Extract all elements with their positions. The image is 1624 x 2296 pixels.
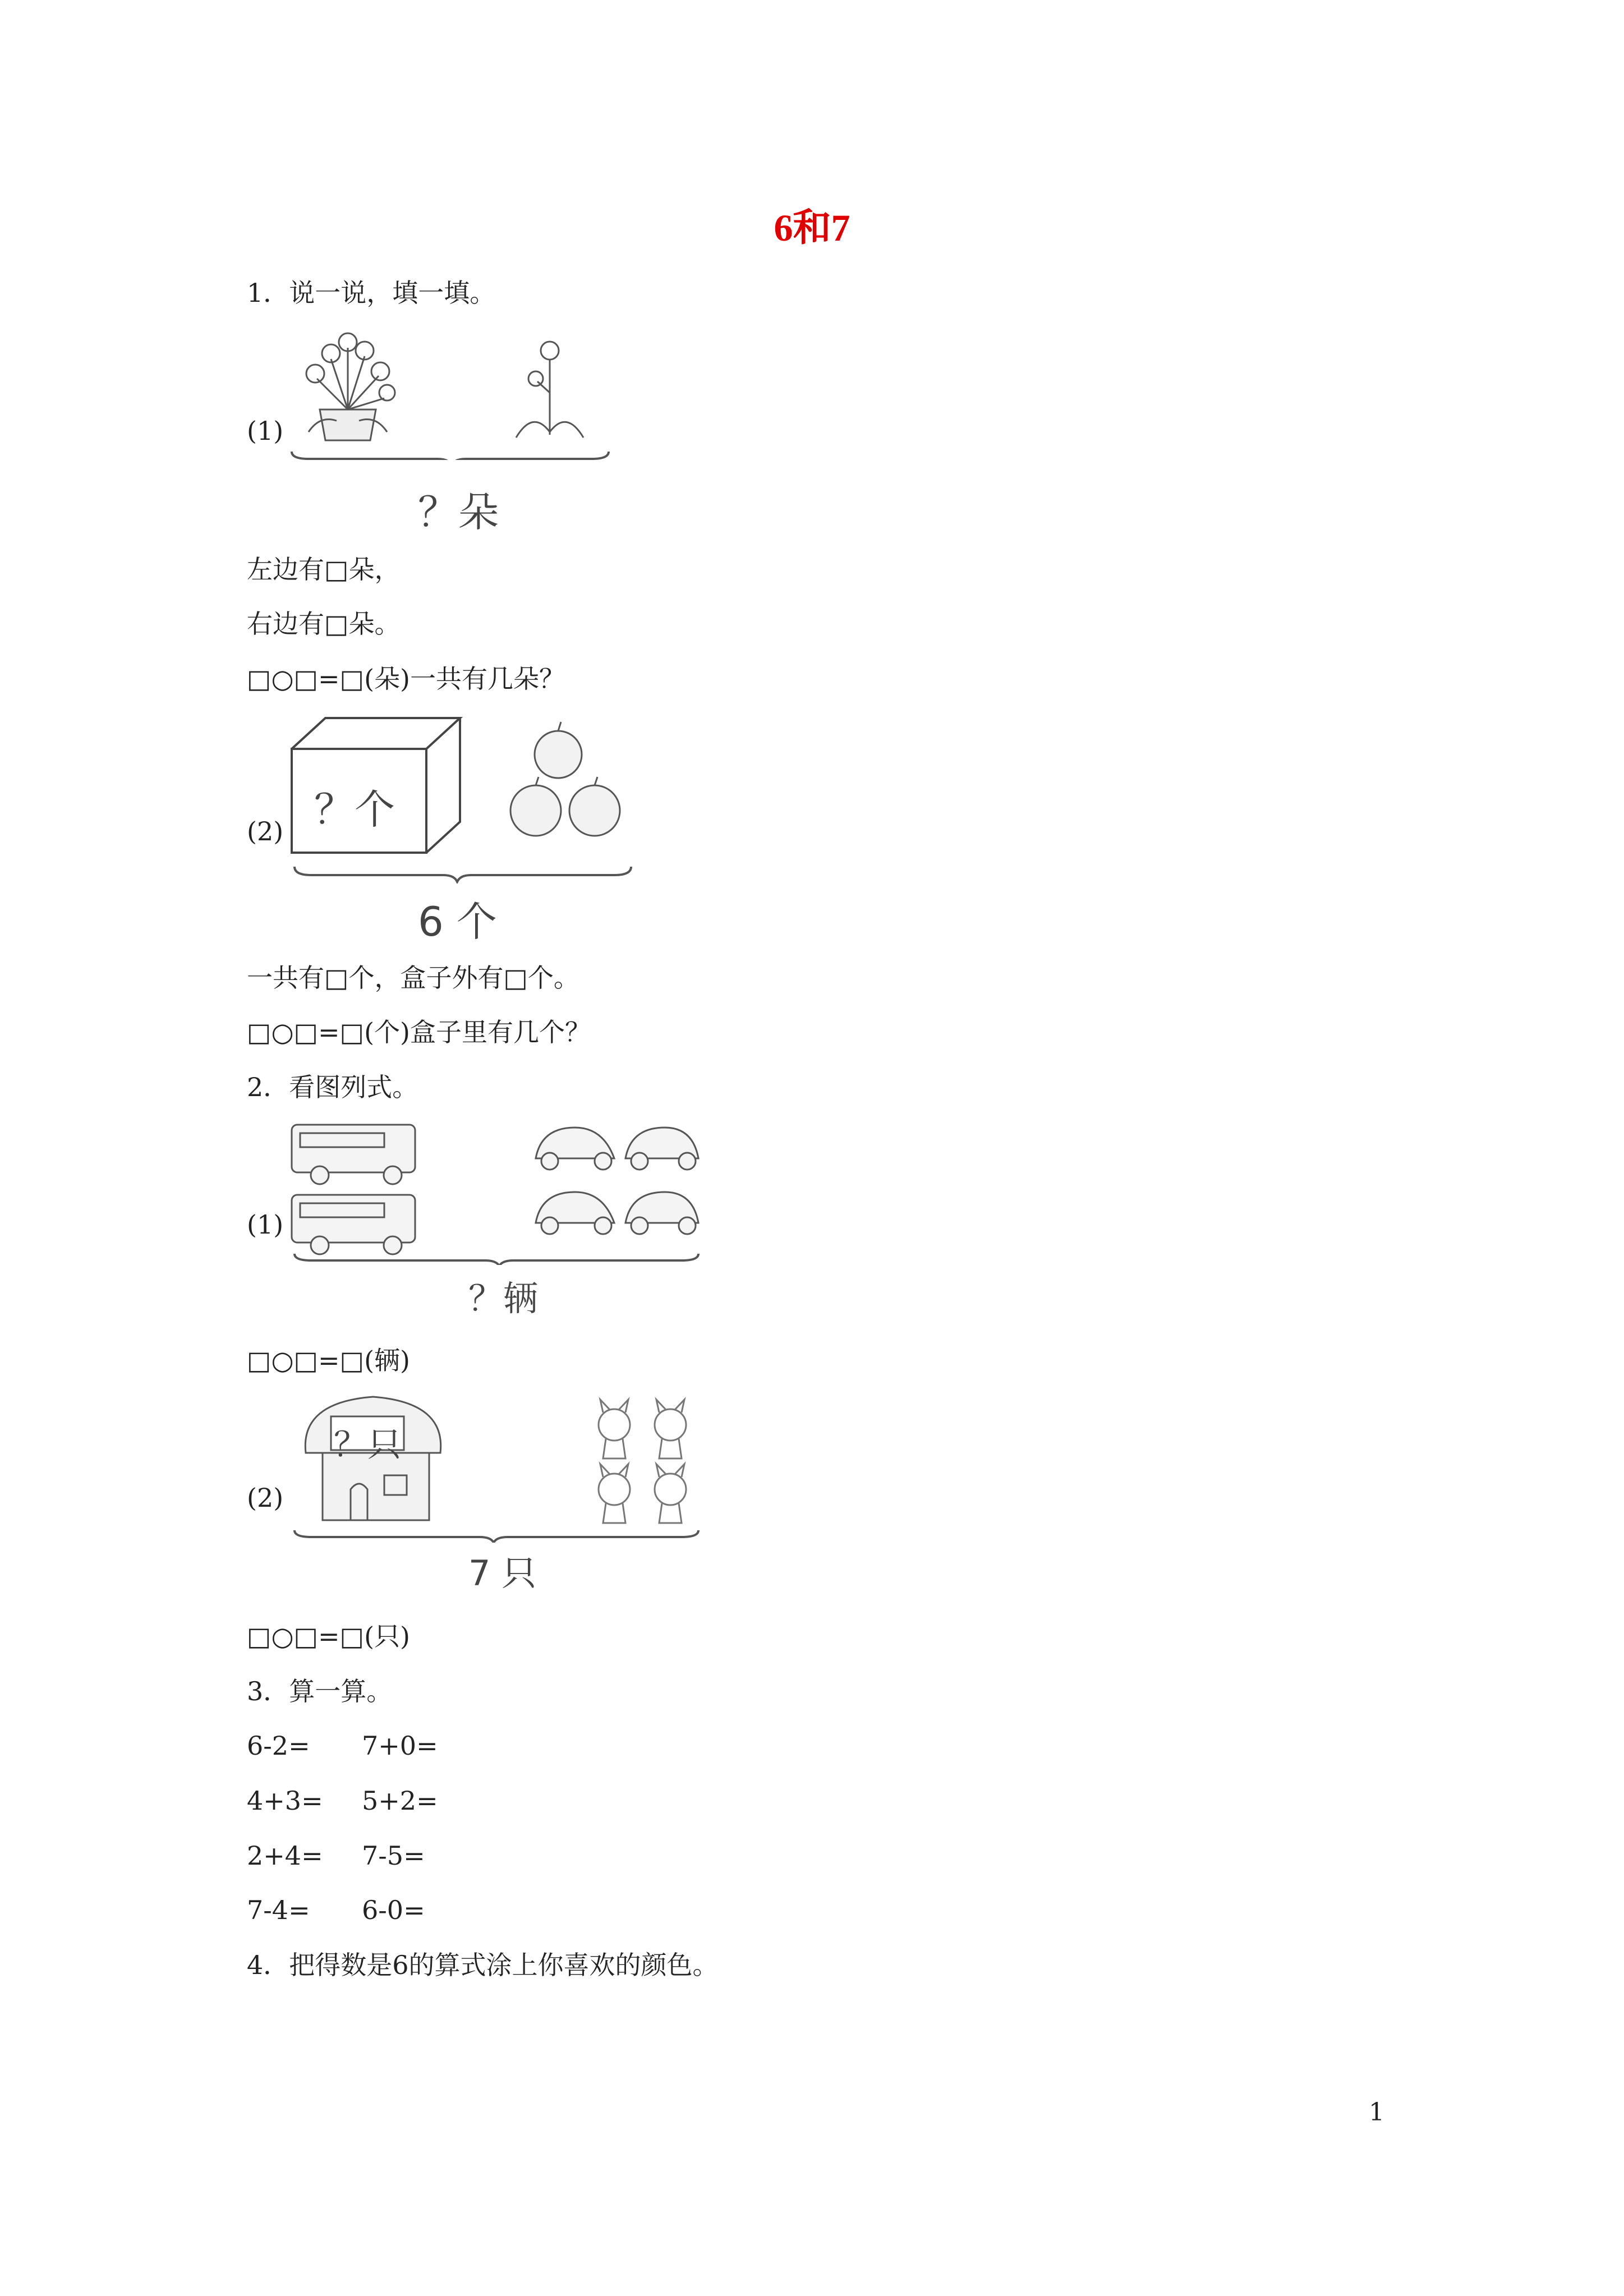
q2-p1-brace-label: ？辆	[468, 1278, 539, 1319]
cat-image	[599, 1464, 630, 1523]
page-number: 1	[1369, 2098, 1384, 2127]
car-image	[536, 1192, 614, 1234]
q3-expr: 6-0=	[362, 1895, 425, 1925]
car-image	[625, 1192, 698, 1234]
cat-image	[655, 1400, 686, 1458]
q2-heading: 2．看图列式。	[247, 1072, 418, 1102]
car-image	[536, 1128, 614, 1170]
page-title: 6和7	[774, 206, 850, 249]
brace-icon	[295, 1254, 698, 1265]
brace-icon	[295, 1530, 698, 1543]
q3-expr: 6-2=	[247, 1731, 310, 1761]
potted-flowers-image	[306, 333, 395, 440]
cat-image	[655, 1464, 686, 1523]
q2-p1-label: (1)	[247, 1209, 284, 1240]
q1-p1-line-2: 右边有□朵。	[247, 609, 401, 639]
q2-p1-line: □○□=□(辆)	[247, 1345, 410, 1375]
q2-p2-brace-label: 7 只	[468, 1553, 537, 1594]
q3-expr: 2+4=	[247, 1841, 323, 1871]
single-flower-image	[516, 342, 583, 438]
q1-p1-brace-label: ？朵	[418, 489, 499, 536]
brace-icon	[292, 452, 609, 460]
q1-p2-line-2: □○□=□(个)盒子里有几个？	[247, 1017, 591, 1047]
vehicles-figure	[289, 1119, 704, 1265]
q3-expr: 4+3=	[247, 1786, 323, 1816]
q3-expr: 7-5=	[362, 1841, 425, 1871]
q1-p2-line-1: 一共有□个，盒子外有□个。	[247, 963, 579, 993]
q1-p1-line-1: 左边有□朵，	[247, 554, 401, 585]
flowers-figure	[286, 325, 611, 460]
q2-p2-sign-label: ？只	[334, 1425, 401, 1465]
q1-p1-line-3: □○□=□(朵)一共有几朵？	[247, 664, 565, 694]
q3-heading: 3．算一算。	[247, 1676, 393, 1706]
q3-expr: 5+2=	[362, 1786, 438, 1816]
q1-p1-label: (1)	[247, 416, 284, 446]
q2-p2-line: □○□=□(只)	[247, 1621, 410, 1651]
brace-icon	[295, 867, 631, 882]
bus-image	[292, 1125, 415, 1184]
q1-p2-brace-label: 6 个	[418, 898, 497, 945]
q3-expr: 7-4=	[247, 1895, 310, 1925]
cat-image	[599, 1400, 630, 1458]
car-image	[625, 1128, 698, 1170]
q1-heading: 1．说一说，填一填。	[247, 278, 496, 308]
q3-expr: 7+0=	[362, 1731, 438, 1761]
apples-image	[510, 722, 620, 836]
q4-heading: 4．把得数是6的算式涂上你喜欢的颜色。	[247, 1950, 719, 1980]
q1-p2-label: (2)	[247, 816, 284, 846]
bus-image	[292, 1195, 415, 1254]
q2-p2-label: (2)	[247, 1483, 284, 1513]
q1-p2-box-label: ？个	[314, 786, 395, 833]
